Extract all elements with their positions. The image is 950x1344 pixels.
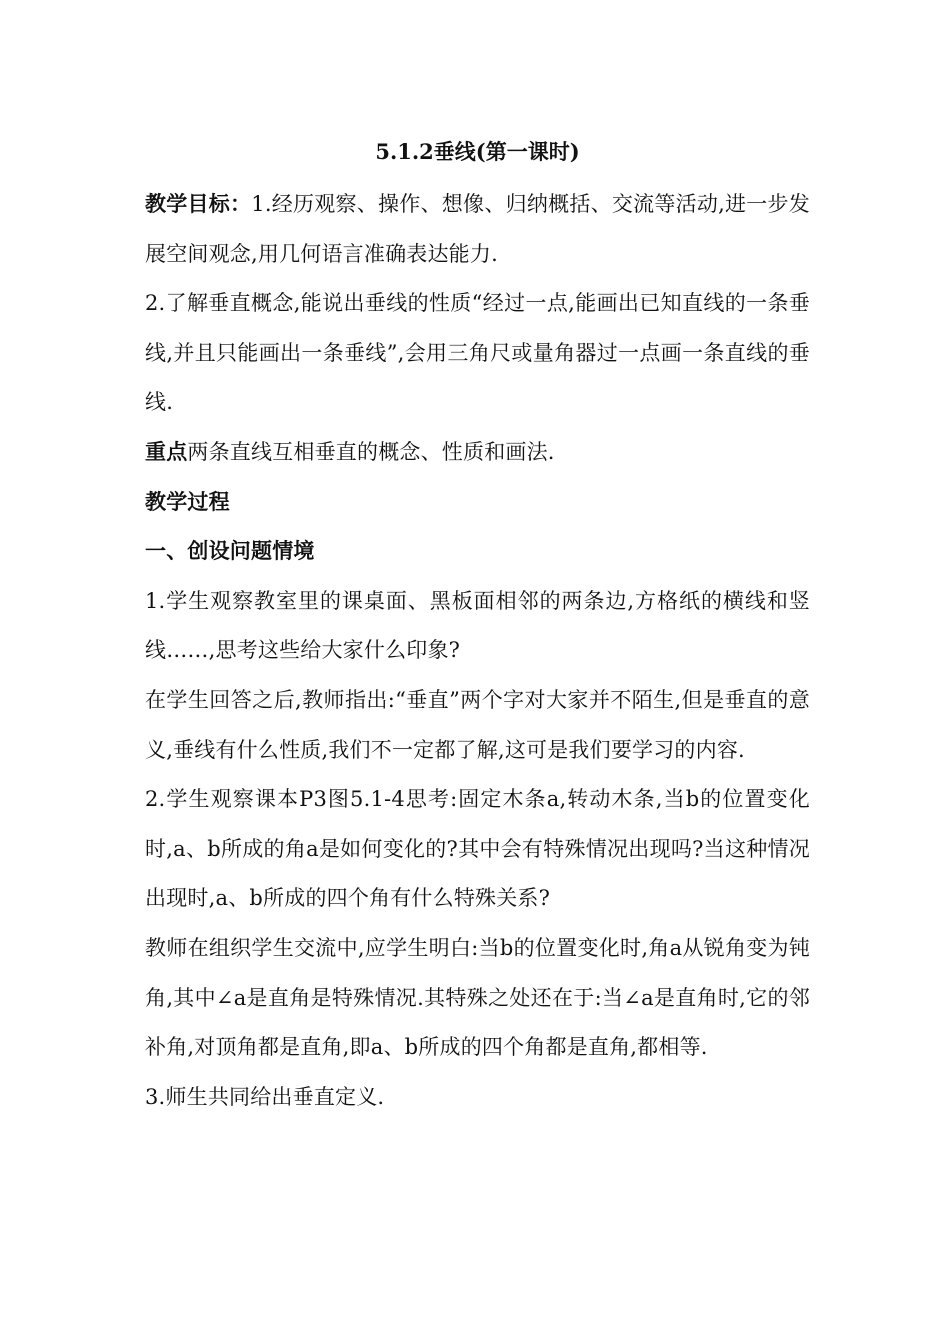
objectives-label: 教学目标： xyxy=(145,192,252,216)
key-point-text: 两条直线互相垂直的概念、性质和画法. xyxy=(187,439,555,464)
paragraph-5: 3.师生共同给出垂直定义. xyxy=(145,1084,385,1109)
objective-item-1: 1.经历观察、操作、想像、归纳概括、交流等活动,进一步发展空间观念,用几何语言准确表达能力. xyxy=(145,192,811,266)
process-heading: 教学过程 xyxy=(145,489,230,514)
document-title: 5.1.2垂线(第一课时) xyxy=(375,139,580,164)
paragraph-3: 2.学生观察课本P3图5.1-4思考:固定木条a,转动木条,当b的位置变化时,a、b所成的角a是如何变化的?其中会有特殊情况出现吗?当这种情况出现时,a、b所成的四个角有什么特殊关系? xyxy=(145,787,810,911)
paragraph-1: 1.学生观察教室里的课桌面、黑板面相邻的两条边,方格纸的横线和竖线……,思考这些给大家什么印象? xyxy=(145,588,810,663)
objectives-paragraph xyxy=(145,180,810,279)
key-point-paragraph xyxy=(145,428,810,478)
paragraph-4: 教师在组织学生交流中,应学生明白:当b的位置变化时,角a从锐角变为钝角,其中∠a是直角是特殊情况.其特殊之处还在于:当∠a是直角时,它的邻补角,对顶角都是直角,即a、b所成的四个角都是直角,都相等. xyxy=(145,935,810,1060)
document-page xyxy=(145,130,810,1122)
objective-item-2: 2.了解垂直概念,能说出垂线的性质“经过一点,能画出已知直线的一条垂线,并且只能画出一条垂线”,会用三角尺或量角器过一点画一条直线的垂线. xyxy=(145,291,810,415)
paragraph-2: 在学生回答之后,教师指出:“垂直”两个字对大家并不陌生,但是垂直的意义,垂线有什么性质,我们不一定都了解,这可是我们要学习的内容. xyxy=(145,687,810,762)
key-point-label: 重点 xyxy=(145,439,188,464)
section1-heading: 一、创设问题情境 xyxy=(145,539,315,564)
